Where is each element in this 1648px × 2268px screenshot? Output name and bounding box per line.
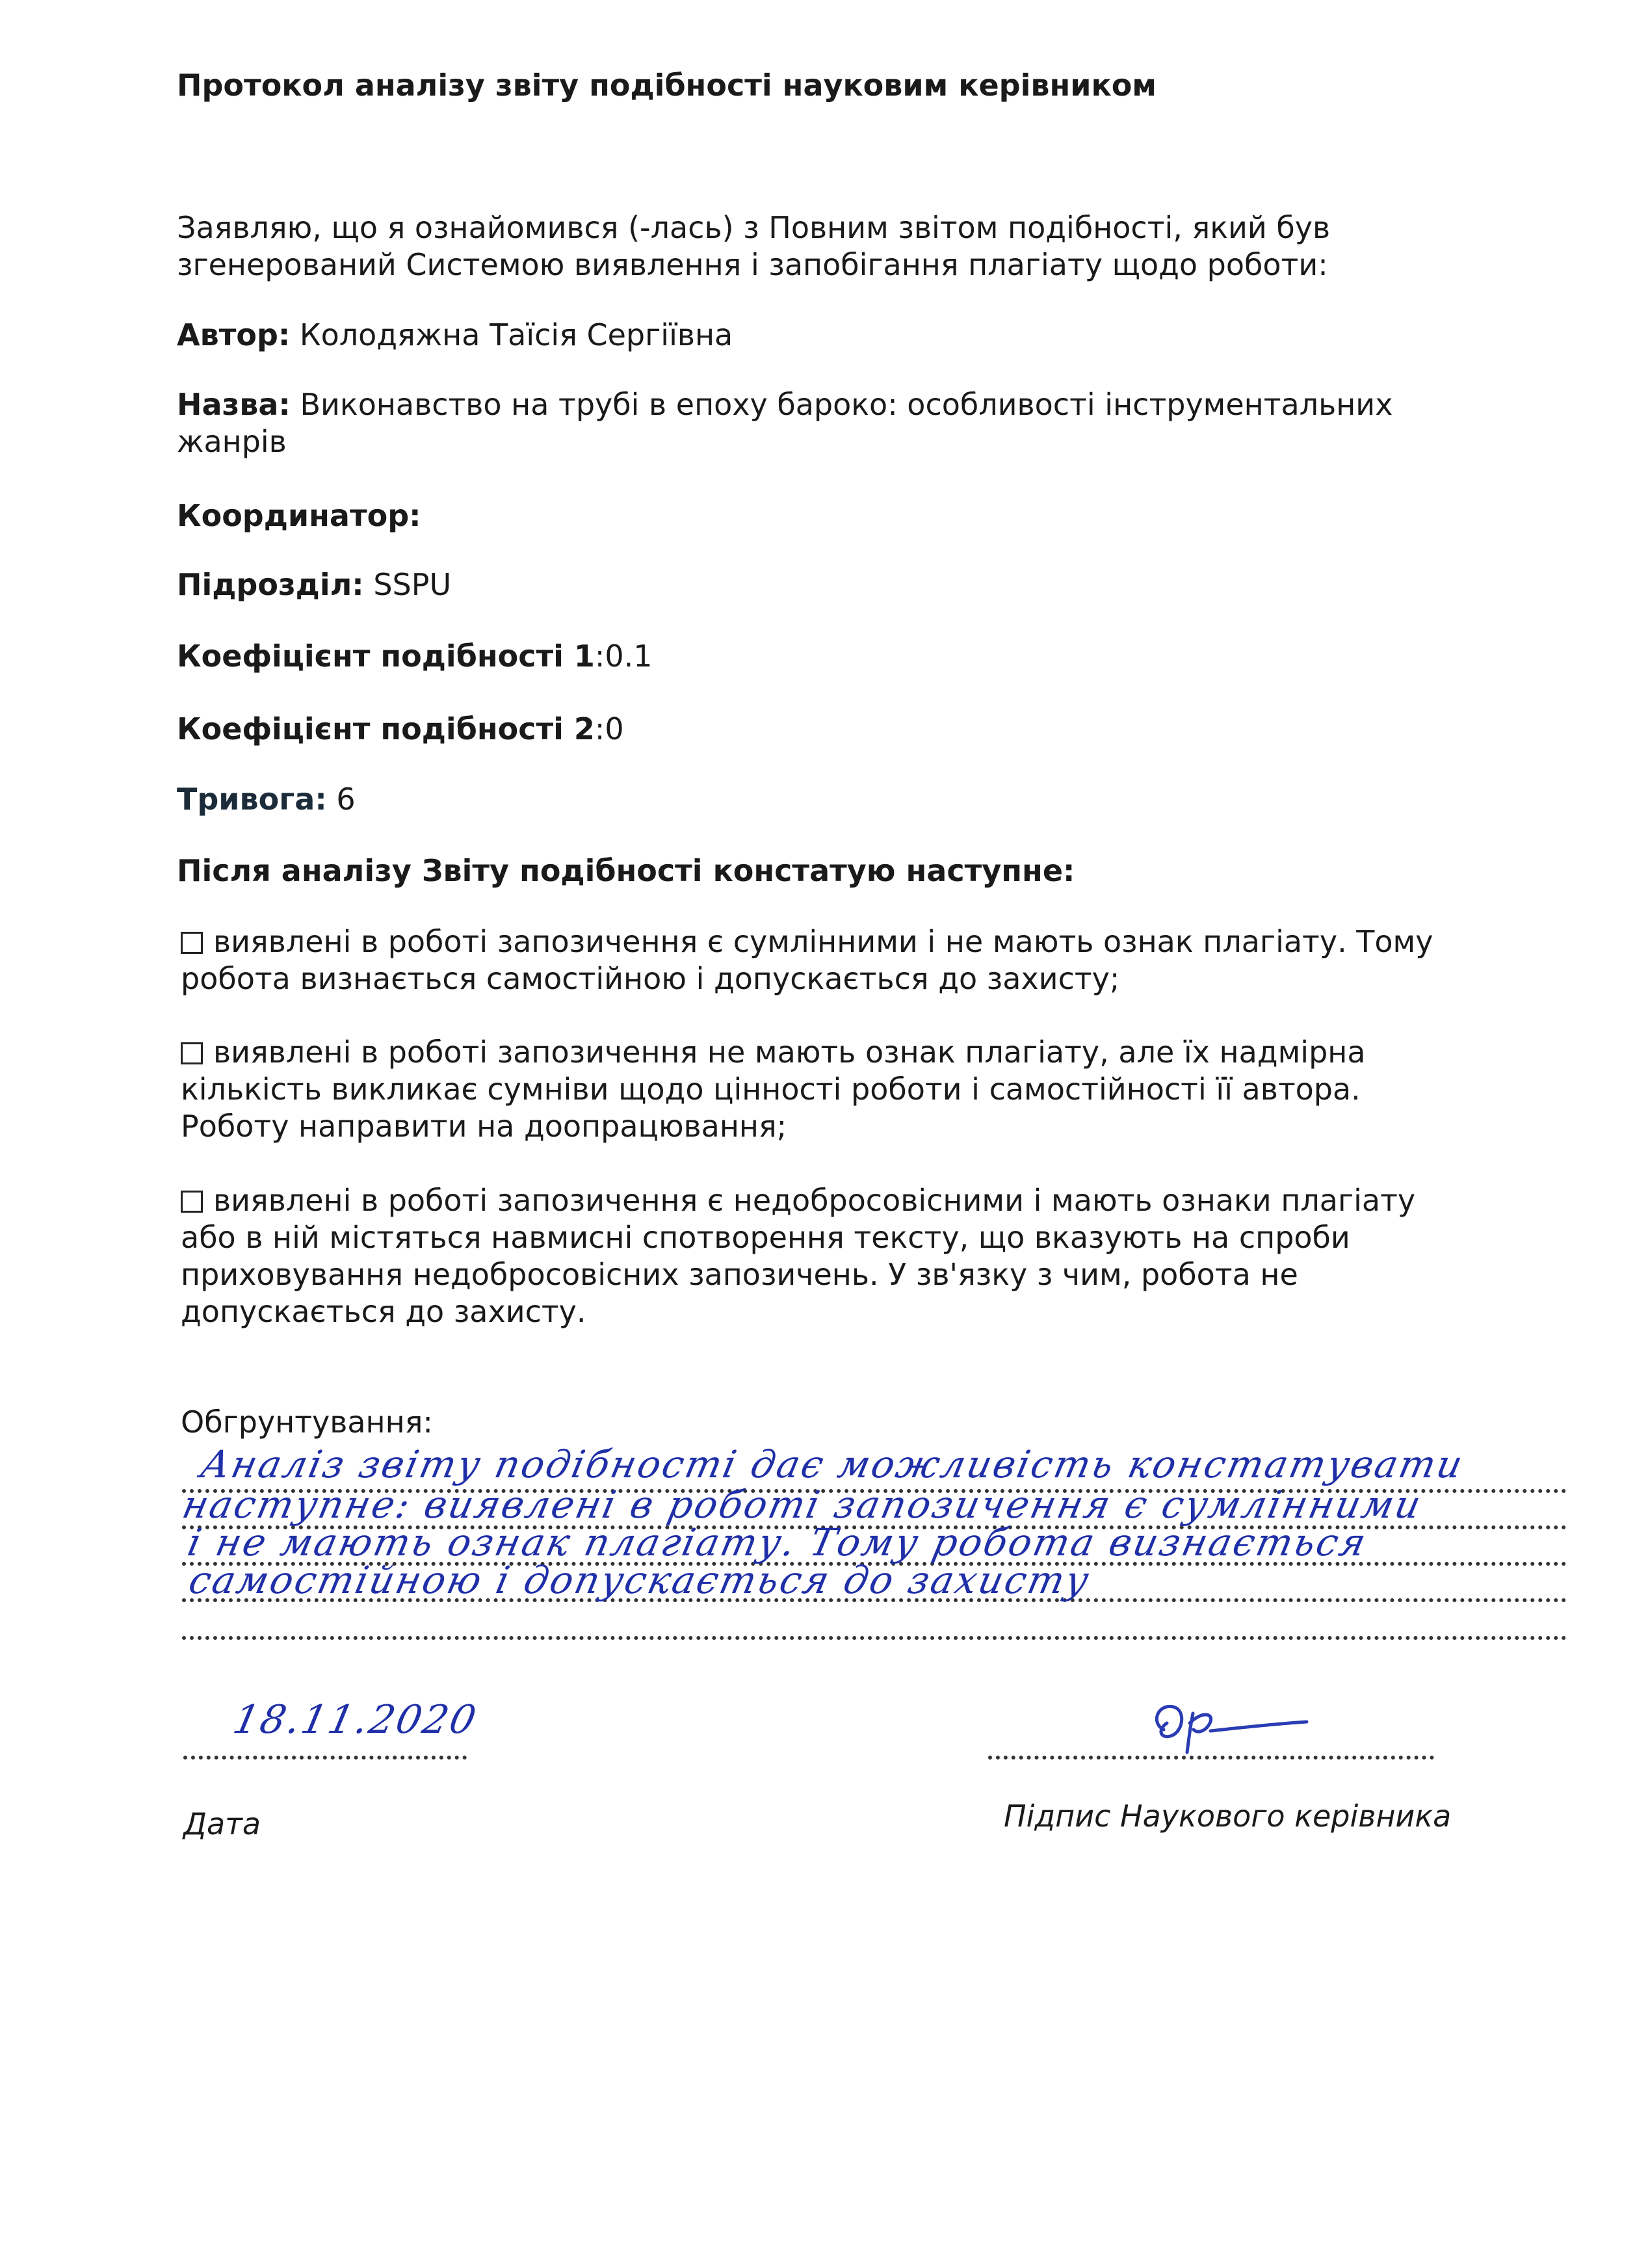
author-label: Автор: (177, 317, 291, 352)
author-field (177, 317, 733, 352)
coef1-label: Коефіцієнт подібності 1 (177, 639, 595, 674)
division-field (177, 567, 451, 602)
option-1 (181, 923, 1533, 997)
coordinator-field (177, 498, 421, 533)
justification-label: Обгрунтування: (181, 1404, 433, 1440)
handwritten-line: і не мають ознак плагіату. Тому робота визнається (183, 1520, 1372, 1564)
coordinator-label: Координатор: (177, 498, 421, 533)
coef1-value: :0.1 (594, 639, 653, 674)
checkbox-option-2[interactable] (181, 1042, 203, 1064)
option-line: кількість викликає сумніви щодо цінності роботи і самостійності її автора. (181, 1072, 1361, 1107)
option-line: або в ній містяться навмисні спотворення тексту, що вказують на спроби (181, 1220, 1350, 1255)
checkbox-option-1[interactable] (181, 932, 203, 954)
coef1-field (177, 639, 653, 674)
name-label: Назва: (177, 387, 291, 422)
conclusion-heading: Після аналізу Звіту подібності констатую наступне: (177, 853, 1075, 888)
intro-line: згенерований Системою виявлення і запобігання плагіату щодо роботи: (177, 247, 1328, 282)
handwritten-date: 18.11.2020 (229, 1697, 482, 1743)
option-line: допускається до захисту. (181, 1294, 586, 1329)
alarm-value: 6 (336, 782, 356, 817)
date-line (183, 1756, 467, 1760)
title-field (177, 386, 1542, 460)
author-value: Колодяжна Таїсія Сергіївна (299, 317, 733, 352)
option-line: виявлені в роботі запозичення не мають ознак плагіату, але їх надмірна (213, 1035, 1366, 1070)
alarm-field (177, 782, 356, 817)
intro-line: Заявляю, що я ознайомився (-лась) з Повним звітом подібності, який був (177, 210, 1331, 245)
justification-line (182, 1636, 1567, 1640)
handwritten-line: самостійною і допускається до захисту (185, 1558, 1095, 1602)
handwritten-line: Аналіз звіту подібності дає можливість констатувати (196, 1442, 1469, 1486)
coef2-value: :0 (594, 711, 624, 746)
signature-caption: Підпис Наукового керівника (1004, 1799, 1452, 1834)
option-line: виявлені в роботі запозичення є недобросовісними і мають ознаки плагіату (213, 1183, 1416, 1218)
option-2 (181, 1034, 1533, 1145)
coef2-label: Коефіцієнт подібності 2 (177, 711, 595, 746)
alarm-label: Тривога: (177, 782, 327, 817)
date-caption: Дата (183, 1806, 261, 1841)
page-title: Протокол аналізу звіту подібності науковим керівником (177, 68, 1157, 103)
option-line: виявлені в роботі запозичення є сумлінними і не мають ознак плагіату. Тому (213, 924, 1433, 959)
signature-line (988, 1756, 1434, 1760)
option-line: Роботу направити на доопрацювання; (181, 1109, 787, 1144)
option-line: приховування недобросовісних запозичень. У зв'язку з чим, робота не (181, 1257, 1298, 1292)
division-value: SSPU (373, 567, 452, 602)
option-line: робота визнається самостійною і допускається до захисту; (181, 961, 1120, 996)
handwritten-line: наступне: виявлені в роботі запозичення є сумлінними (178, 1483, 1427, 1527)
name-value-cont: жанрів (177, 424, 287, 459)
division-label: Підрозділ: (177, 567, 364, 602)
coef2-field (177, 711, 624, 746)
option-3 (181, 1182, 1533, 1330)
intro-text (177, 209, 1330, 284)
checkbox-option-3[interactable] (181, 1191, 203, 1213)
name-value: Виконавство на трубі в епоху бароко: особливості інструментальних (300, 387, 1393, 422)
